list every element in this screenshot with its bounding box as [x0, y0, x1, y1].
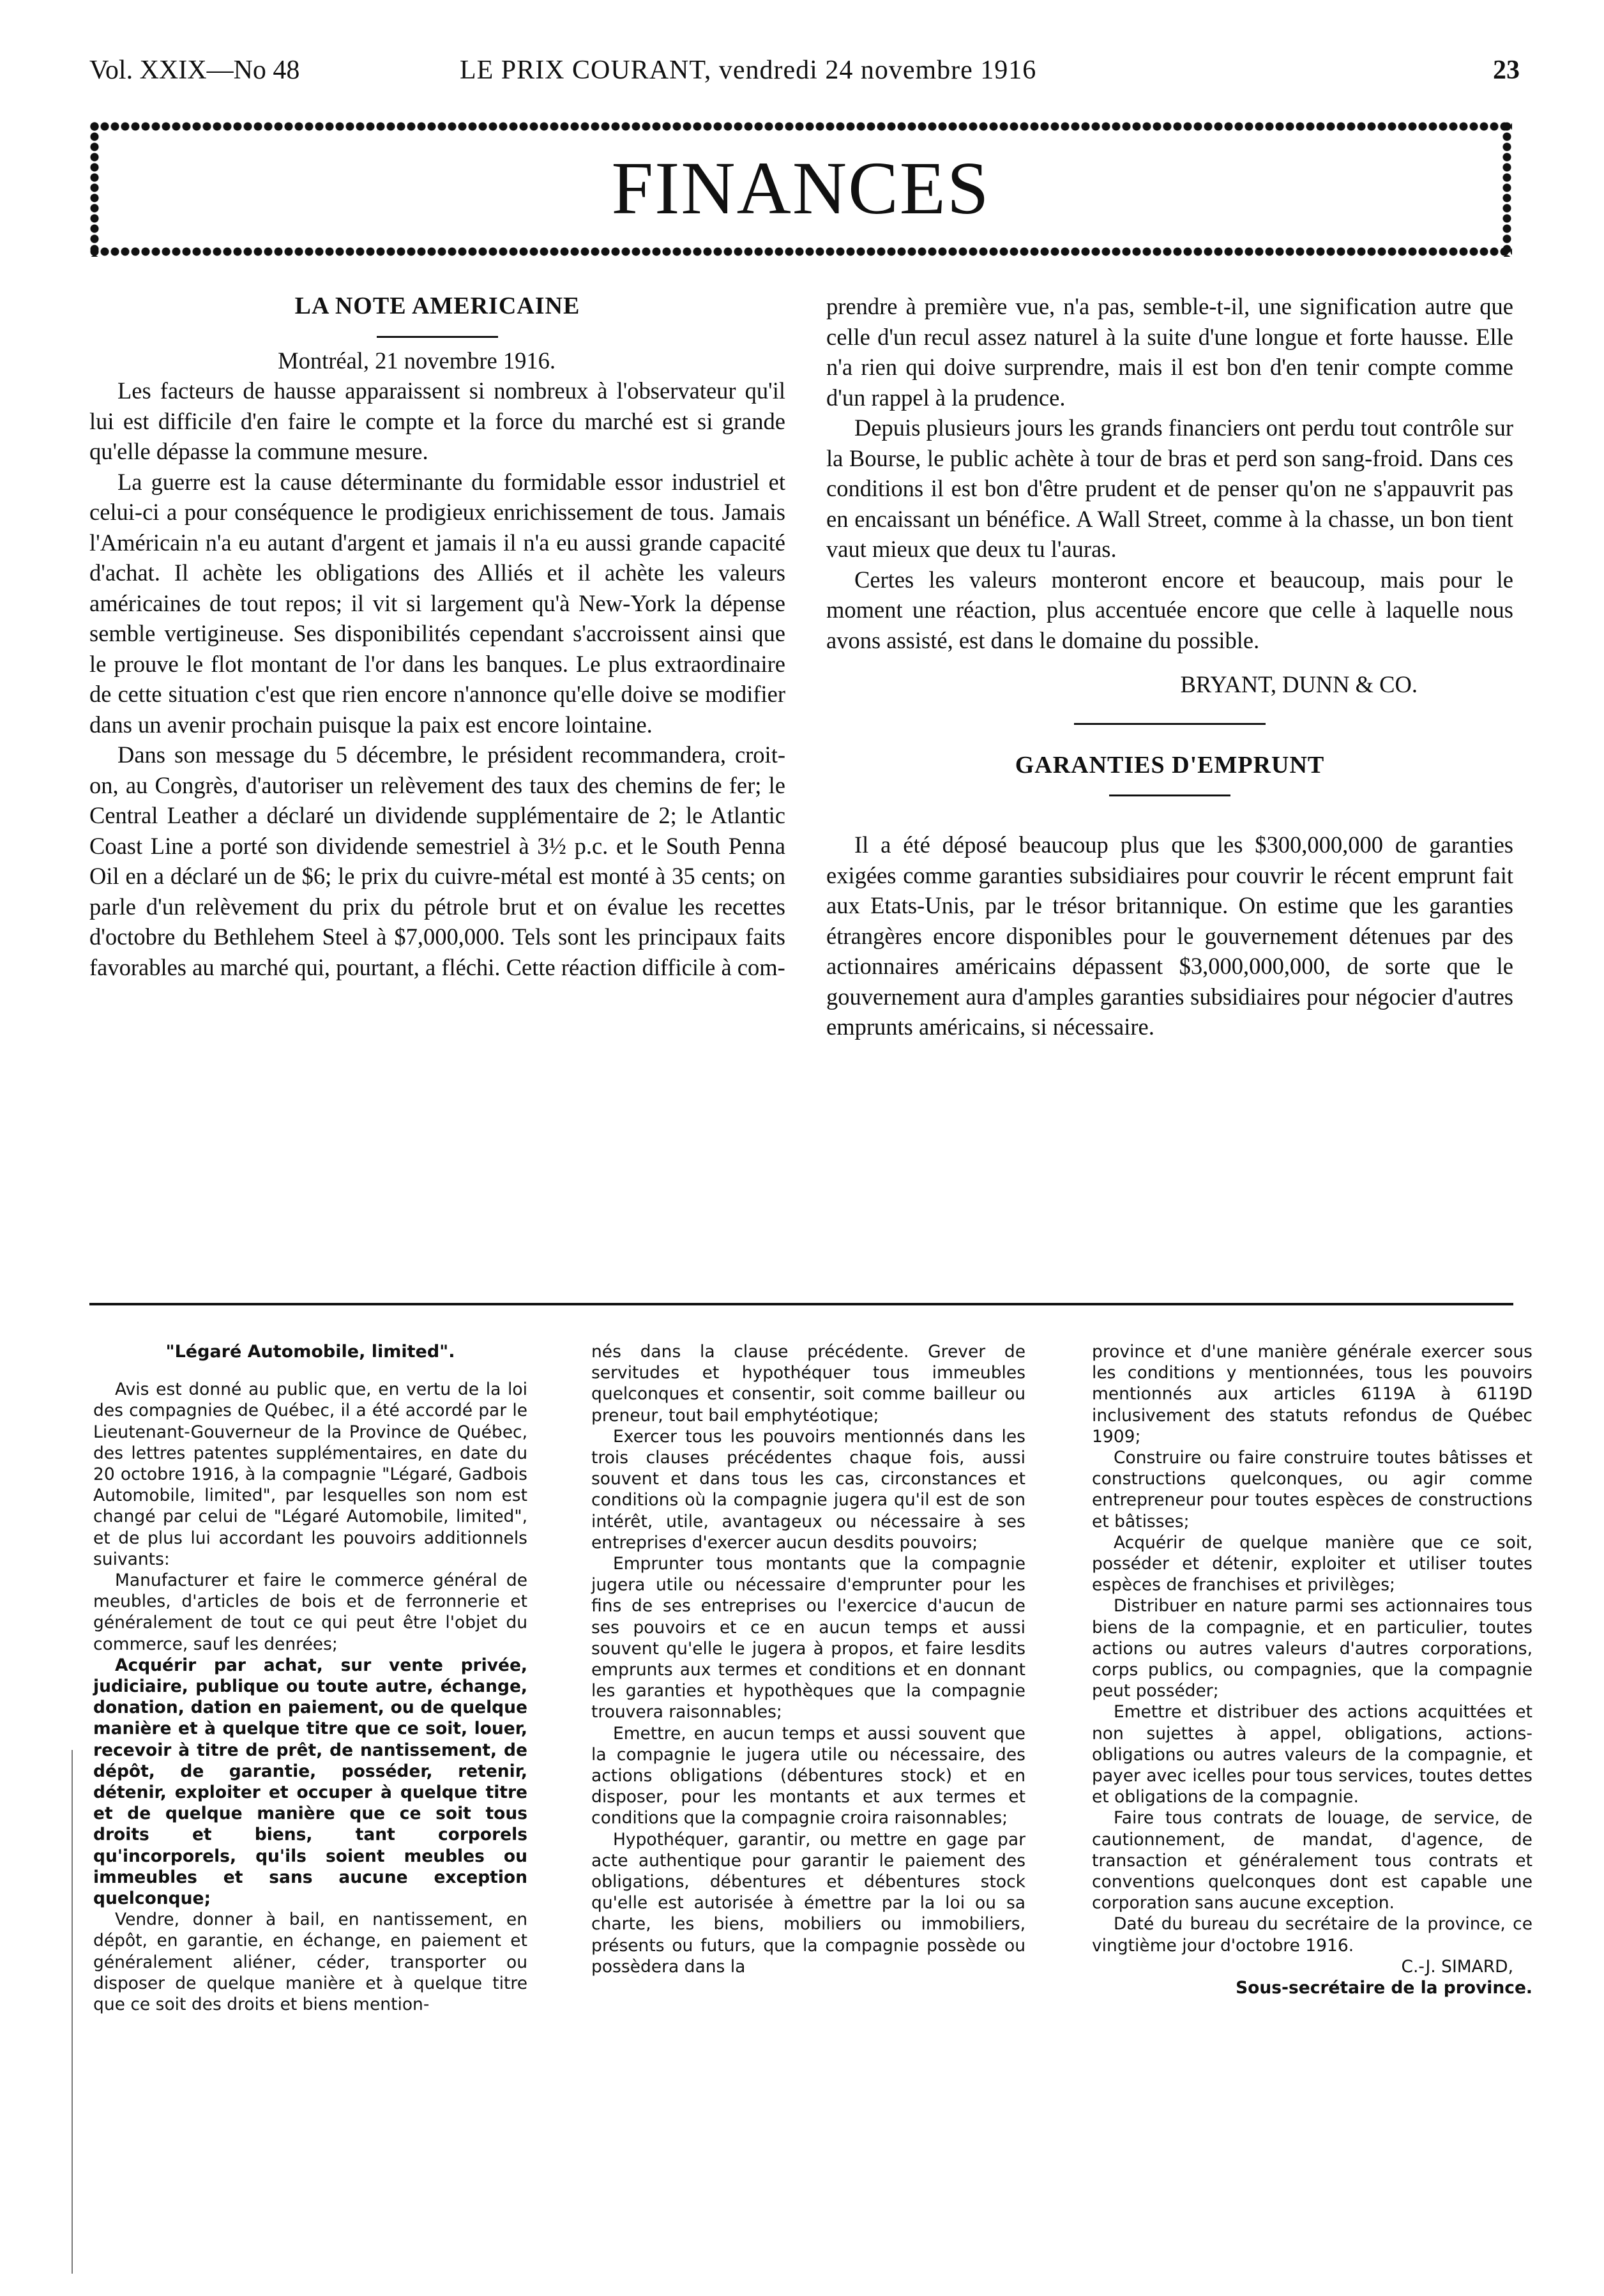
article-separator — [1074, 723, 1266, 725]
article1-signature: BRYANT, DUNN & CO. — [1180, 671, 1418, 697]
notice-paragraph: nés dans la clause précédente. Grever de servitudes et hypothéquer tous immeubles quelconques et consentir, soit comme bailleur ou preneur, tout bail emphytéotique; — [591, 1342, 1025, 1425]
notice-paragraph: Emprunter tous montants que la compagnie jugera utile ou nécessaire d'emprunter pour les fins de ses entreprises ou l'exercice d'aucun de ses pouvoirs et ce en aucun temps et aussi souvent qu'elle le jugera à propos, et faire lesdits emprunts aux termes et conditions et en donnant les garanties et hypothèques que la compagnie trouvera raisonnables; — [591, 1554, 1025, 1722]
article1-paragraph: La guerre est la cause déterminante du formidable essor industriel et celui-ci a pour conséquence le prodigieux enrichissement de tous. Jamais l'Américain n'a eu autant d'argent et jamais il n'a eu aussi grande capacité d'achat. Il achète les obligations des Alliés et il achète les valeurs américaines de tout repos; il vit si largement qu'à New-York la dépense semble vertigineuse. Ses disponibilités cependant s'accroissent ainsi que le prouve le flot montant de l'or dans les banques. Le plus extraordinaire de cette situation c'est que rien encore n'annonce qu'elle doive se modifier dans un avenir prochain puisque la paix est encore lointaine. — [89, 468, 785, 738]
notice-paragraph: Vendre, donner à bail, en nantissement, en dépôt, en garantie, en échange, en paiement et généralement aliéner, céder, transporter ou disposer de quelque manière et à quelque titre que ce soit des droits et biens mention- — [93, 1910, 527, 2015]
section-banner — [89, 121, 1512, 257]
notice-paragraph: province et d'une manière générale exercer sous les conditions y mentionnées, tous les pouvoirs mentionnés aux articles 6119A à 6119D inclusivement des statuts refondus de Québec 1909; — [1092, 1342, 1532, 1447]
article1-paragraph-continued: prendre à première vue, n'a pas, semble-t-il, une signification autre que celle d'un recul assez naturel à la suite d'une longue et forte hausse. Elle n'a rien qui doive surprendre, mais il est bon d'en tenir compte comme d'un rappel à la prudence. — [826, 293, 1513, 411]
notice-paragraph: Acquérir par achat, sur vente privée, judiciaire, publique ou toute autre, échange, donation, dation en paiement, ou de quelque manière et à quelque titre que ce soit, louer, recevoir à titre de prêt, de nantissement, de dépôt, de garantie, posséder, retenir, détenir, exploiter et occuper à quelque titre et de quelque manière que ce soit tous droits et biens, tant corporels qu'incorporels, qu'ils soient meubles ou immeubles et sans aucune exception quelconque; — [93, 1655, 527, 1909]
notice-paragraph: Manufacturer et faire le commerce général de meubles, d'articles de bois et de ferronnerie et généralement de tout ce qui peut être l'objet du commerce, sauf les denrées; — [93, 1570, 527, 1654]
notice-paragraph: Acquérir de quelque manière que ce soit, posséder et détenir, exploiter et utiliser toutes espèces de franchises et privilèges; — [1092, 1532, 1532, 1595]
article2-body: Il a été déposé beaucoup plus que les $300,000,000 de garanties exigées comme garanties subsidiaires pour couvrir le récent emprunt fait aux Etats-Unis, par le trésor britannique. On estime que les garanties étrangères encore disponibles pour le gouvernement détenues par des actionnaires américains dépassent $3,000,000,000, de sorte que le gouvernement aura d'amples garanties subsidiaires pour négocier d'autres emprunts américains, si nécessaire. — [826, 832, 1513, 1040]
volume-number: Vol. XXIX—No 48 — [89, 56, 300, 85]
article2-title: GARANTIES D'EMPRUNT — [1015, 751, 1325, 779]
notice-paragraph: Hypothéquer, garantir, ou mettre en gage par acte authentique pour garantir le paiement des obligations, débentures et débentures stock qu'elle est autorisée à émettre par la loi ou sa charte, les biens, mobiliers ou immobiliers, présents ou futurs, que la compagnie possède ou possèdera dans la — [591, 1829, 1025, 1977]
article1-paragraph: Dans son message du 5 décembre, le président recommandera, croit-on, au Congrès, d'autoriser un relèvement des taux des chemins de fer; le Central Leather a déclaré un dividende supplémentaire de 2; le Atlantic Coast Line a porté son dividende semestriel à 3½ p.c. et le South Penna Oil en a déclaré un de $6; le prix du cuivre-métal est monté à 35 cents; on parle d'un relèvement du prix du pétrole brut et on évalue les recettes d'octobre du Bethlehem Steel à $7,000,000. Tels sont les principaux faits favorables au marché qui, pourtant, a fléchi. Cette réaction difficile à com- — [89, 741, 785, 980]
notice-column-2 — [591, 1341, 1025, 1977]
title-rule — [1109, 794, 1230, 796]
article1-column-right — [826, 291, 1513, 1042]
page-number: 23 — [1493, 56, 1520, 85]
section-title: FINANCES — [611, 146, 990, 230]
margin-line — [72, 1750, 73, 2274]
article1-column-left — [89, 291, 785, 982]
publication-title: LE PRIX COURANT, vendredi 24 novembre 1916 — [460, 56, 1037, 85]
notice-paragraph: Daté du bureau du secrétaire de la province, ce vingtième jour d'octobre 1916. — [1092, 1914, 1532, 1956]
horizontal-rule — [89, 1303, 1513, 1305]
notice-paragraph: Distribuer en nature parmi ses actionnaires tous biens de la compagnie, et en particulier, toutes actions ou autres valeurs d'autres corporations, corps publics, ou compagnies, que la compagnie peut posséder; — [1092, 1596, 1532, 1701]
notice-paragraph: Emettre et distribuer des actions acquittées et non sujettes à appel, obligations, actions-obligations ou autres valeurs de la compagnie, et payer avec icelles pour tous services, toutes dettes et obligations de la compagnie. — [1092, 1702, 1532, 1807]
notice-paragraph: Exercer tous les pouvoirs mentionnés dans les trois clauses précédentes chaque fois, aussi souvent et dans tous les cas, circonstances et conditions où la compagnie jugera qu'il est de son intérêt, utile, avantageux ou nécessaire à ses entreprises d'exercer aucun desdits pouvoirs; — [591, 1426, 1025, 1553]
article1-dateline: Montréal, 21 novembre 1916. — [278, 347, 556, 374]
notice-paragraph: Faire tous contrats de louage, de service, de cautionnement, de mandat, d'agence, de transaction et généralement tous contrats et conventions quelconques dont est capable une corporation sans aucune exception. — [1092, 1808, 1532, 1913]
notice-column-3 — [1092, 1341, 1532, 1998]
title-rule — [377, 336, 498, 338]
article1-paragraph: Certes les valeurs monteront encore et beaucoup, mais pour le moment une réaction, plus accentuée encore que celle à laquelle nous avons assisté, est dans le domaine du possible. — [826, 566, 1513, 653]
notice-signer-title: Sous-secrétaire de la province. — [1236, 1978, 1532, 1998]
article1-paragraph: Depuis plusieurs jours les grands financiers ont perdu tout contrôle sur la Bourse, le public achète à tour de bras et perd son sang-froid. Dans ces conditions il est bon d'être prudent et de penser qu'on ne s'appauvrit pas en encaissant un bénéfice. A Wall Street, comme à la chasse, un bon tient vaut mieux que deux tu l'auras. — [826, 414, 1513, 562]
notice-title: "Légaré Automobile, limited". — [165, 1342, 455, 1362]
page-header — [89, 55, 1520, 93]
notice-paragraph: Construire ou faire construire toutes bâtisses et constructions quelconques, ou agir comme entrepreneur pour toutes espèces de constructions et bâtisses; — [1092, 1448, 1532, 1532]
notice-column-1 — [93, 1341, 527, 2015]
article1-title: LA NOTE AMERICAINE — [294, 293, 580, 319]
banner-border-top — [89, 121, 1512, 132]
article1-paragraph: Les facteurs de hausse apparaissent si nombreux à l'observateur qu'il lui est difficile d'en faire le compte et la force du marché est si grande qu'elle dépasse la commune mesure. — [89, 377, 785, 464]
notice-paragraph: Avis est donné au public que, en vertu de la loi des compagnies de Québec, il a été accordé par le Lieutenant-Gouverneur de la Province de Québec, des lettres patentes supplémentaires, en date du 20 octobre 1916, à la compagnie "Légaré, Gadbois Automobile, limited", par lesquelles son nom est changé par celui de "Légaré Automobile, limited", et de plus lui accordant les pouvoirs additionnels suivants: — [93, 1380, 527, 1569]
banner-border-bottom — [89, 247, 1512, 257]
notice-signer: C.-J. SIMARD, — [1401, 1956, 1513, 1977]
notice-paragraph: Emettre, en aucun temps et aussi souvent que la compagnie le jugera utile ou nécessaire, des actions obligations (débentures stock) et en disposer, pour les montants et aux termes et conditions que la compagnie croira raisonnables; — [591, 1723, 1025, 1828]
